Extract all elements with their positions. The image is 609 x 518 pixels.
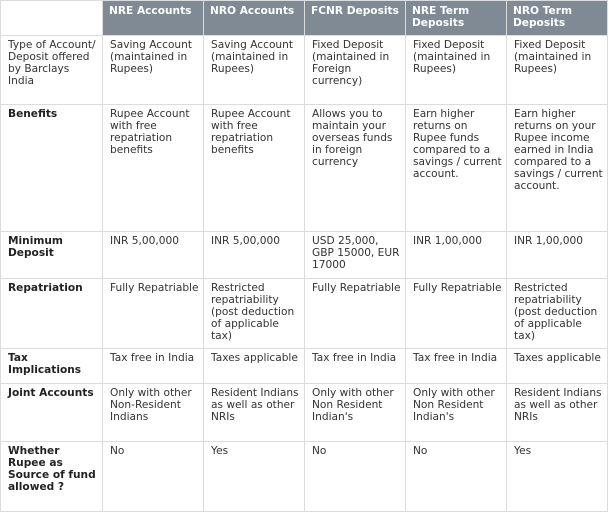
table-row bbox=[1, 232, 608, 279]
table-cell: Fixed Deposit (maintained in Foreign currency) bbox=[305, 36, 406, 105]
table-cell: Taxes applicable bbox=[204, 349, 305, 384]
row-label: Tax Implications bbox=[1, 349, 103, 384]
table-cell: Saving Account (maintained in Rupees) bbox=[204, 36, 305, 105]
table-cell: Fully Repatriable bbox=[305, 279, 406, 349]
table-cell: No bbox=[406, 442, 507, 512]
table-cell: Restricted repatriability (post deduction of applicable tax) bbox=[204, 279, 305, 349]
table-cell: Rupee Account with free repatriation benefits bbox=[204, 105, 305, 232]
table-cell: Saving Account (maintained in Rupees) bbox=[103, 36, 204, 105]
table-cell: Fully Repatriable bbox=[103, 279, 204, 349]
table-cell: Fixed Deposit (maintained in Rupees) bbox=[507, 36, 608, 105]
table-cell: Fixed Deposit (maintained in Rupees) bbox=[406, 36, 507, 105]
row-label: Type of Account/ Deposit offered by Barclays India bbox=[1, 36, 103, 105]
table-cell: Yes bbox=[204, 442, 305, 512]
header-nro-term-deposits: NRO Term Deposits bbox=[507, 1, 608, 36]
header-row bbox=[1, 1, 608, 36]
table-row bbox=[1, 105, 608, 232]
header-corner bbox=[1, 1, 103, 36]
table-row bbox=[1, 36, 608, 105]
table-cell: Only with other Non Resident Indian's bbox=[305, 384, 406, 442]
table-row bbox=[1, 279, 608, 349]
header-nre-accounts: NRE Accounts bbox=[103, 1, 204, 36]
table-cell: Earn higher returns on Rupee funds compared to a savings / current account. bbox=[406, 105, 507, 232]
table-cell: INR 5,00,000 bbox=[204, 232, 305, 279]
row-label: Joint Accounts bbox=[1, 384, 103, 442]
table-cell: Yes bbox=[507, 442, 608, 512]
table-cell: Earn higher returns on your Rupee income earned in India compared to a savings / current account. bbox=[507, 105, 608, 232]
table-cell: Rupee Account with free repatriation benefits bbox=[103, 105, 204, 232]
table-cell: INR 1,00,000 bbox=[406, 232, 507, 279]
row-label: Benefits bbox=[1, 105, 103, 232]
table-cell: USD 25,000, GBP 15000, EUR 17000 bbox=[305, 232, 406, 279]
row-label: Repatriation bbox=[1, 279, 103, 349]
row-label: Minimum Deposit bbox=[1, 232, 103, 279]
table-row bbox=[1, 349, 608, 384]
table-cell: No bbox=[305, 442, 406, 512]
table-cell: Tax free in India bbox=[103, 349, 204, 384]
table-cell: INR 1,00,000 bbox=[507, 232, 608, 279]
table-cell: Taxes applicable bbox=[507, 349, 608, 384]
row-label: Whether Rupee as Source of fund allowed ? bbox=[1, 442, 103, 512]
table-cell: Tax free in India bbox=[406, 349, 507, 384]
table-cell: INR 5,00,000 bbox=[103, 232, 204, 279]
header-nro-accounts: NRO Accounts bbox=[204, 1, 305, 36]
table-cell: Only with other Non-Resident Indians bbox=[103, 384, 204, 442]
table-cell: Only with other Non Resident Indian's bbox=[406, 384, 507, 442]
table-row bbox=[1, 442, 608, 512]
table-cell: No bbox=[103, 442, 204, 512]
header-nre-term-deposits: NRE Term Deposits bbox=[406, 1, 507, 36]
table-cell: Restricted repatriability (post deduction of applicable tax) bbox=[507, 279, 608, 349]
table-cell: Resident Indians as well as other NRIs bbox=[204, 384, 305, 442]
table-cell: Fully Repatriable bbox=[406, 279, 507, 349]
table-cell: Resident Indians as well as other NRIs bbox=[507, 384, 608, 442]
table-cell: Tax free in India bbox=[305, 349, 406, 384]
header-fcnr-deposits: FCNR Deposits bbox=[305, 1, 406, 36]
table-cell: Allows you to maintain your overseas funds in foreign currency bbox=[305, 105, 406, 232]
table-row bbox=[1, 384, 608, 442]
